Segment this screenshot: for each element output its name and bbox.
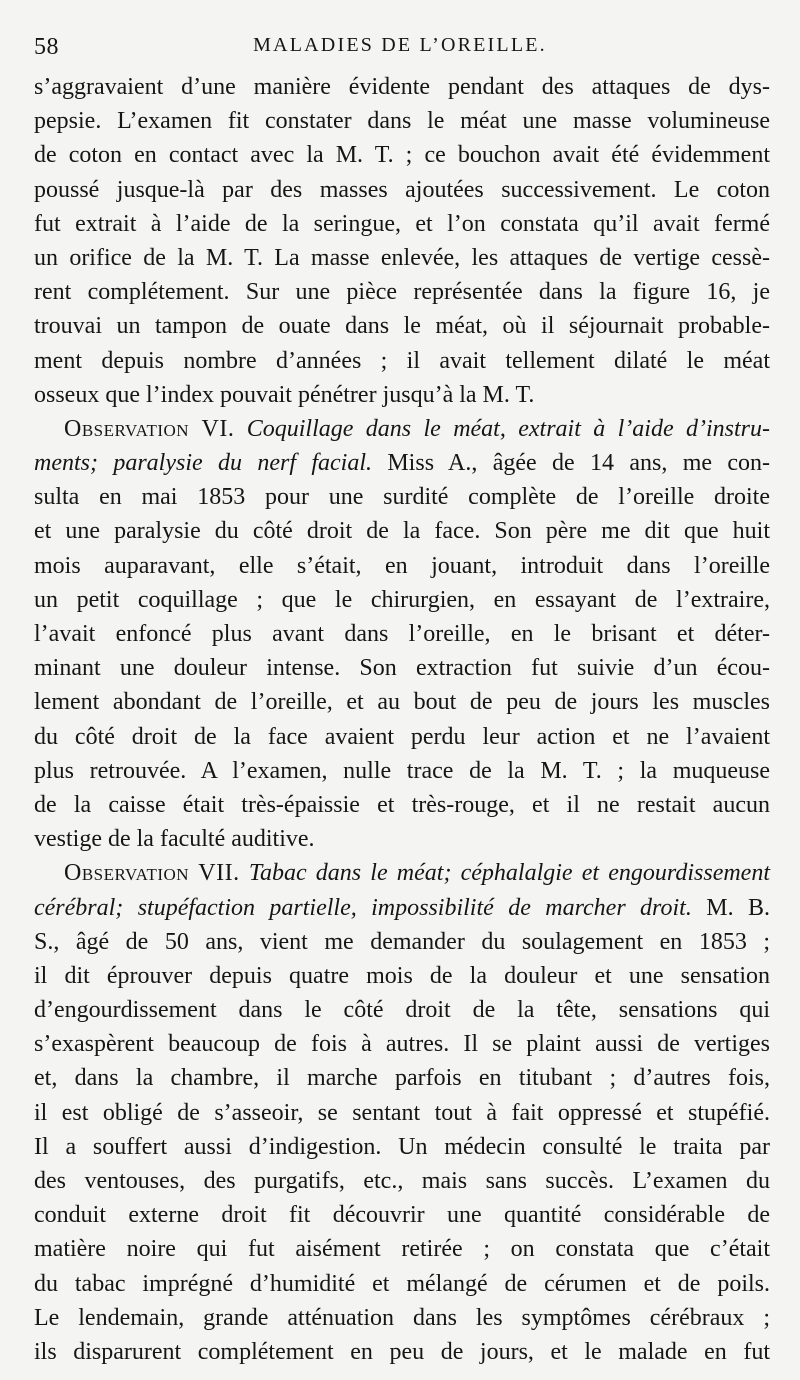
text-line: et, dans la chambre, il marche parfois en titubant ; d’autres fois,	[34, 1065, 770, 1092]
observation-heading	[34, 856, 770, 890]
text-line: plus retrouvée. A l’examen, nulle trace de la M. T. ; la muqueuse	[34, 757, 770, 784]
text-line: Le lendemain, grande atténuation dans les symptômes cérébraux ;	[34, 1304, 770, 1331]
page-header	[34, 30, 766, 60]
text-line: trouvai un tampon de ouate dans le méat, où il séjournait probable-	[34, 313, 770, 340]
text-line: s’exaspèrent beaucoup de fois à autres. Il se plaint aussi de vertiges	[34, 1031, 770, 1058]
text-line: poussé jusque-là par des masses ajoutées successivement. Le coton	[34, 176, 770, 203]
observation-title: Tabac dans le méat; céphalalgie et engourdissement	[248, 860, 771, 887]
text-line: vestige de la faculté auditive.	[34, 826, 315, 853]
running-title: MALADIES DE L’OREILLE.	[253, 34, 547, 56]
text-line: ils disparurent complétement en peu de jours, et le malade en fut	[34, 1338, 770, 1365]
text-line: il dit éprouver depuis quatre mois de la douleur et une sensation	[34, 962, 770, 989]
text-line: il est obligé de s’asseoir, se sentant tout à fait oppressé et stupéfié.	[34, 1099, 770, 1126]
text-line: minant une douleur intense. Son extraction fut suivie d’un écou-	[34, 655, 770, 682]
text-line: S., âgé de 50 ans, vient me demander du soulagement en 1853 ;	[34, 928, 770, 955]
observation-label: Observation VI.	[64, 415, 235, 442]
text-line	[34, 446, 770, 480]
observation-text: M. B.	[706, 894, 770, 921]
text-line: pepsie. L’examen fit constater dans le méat une masse volumineuse	[34, 108, 770, 135]
text-line: sulta en mai 1853 pour une surdité complète de l’oreille droite	[34, 484, 770, 511]
observation-text: Miss A., âgée de 14 ans, me con-	[387, 450, 771, 477]
observation-label: Observation VII.	[64, 860, 240, 887]
text-line: un petit coquillage ; que le chirurgien, en essayant de l’extraire,	[34, 586, 770, 613]
text-line: lement abondant de l’oreille, et au bout de peu de jours les muscles	[34, 689, 770, 716]
text-line: un orifice de la M. T. La masse enlevée, les attaques de vertige cessè-	[34, 244, 770, 271]
text-line: de la caisse était très-épaissie et très-rouge, et il ne restait aucun	[34, 791, 770, 818]
text-line: fut extrait à l’aide de la seringue, et l’on constata qu’il avait fermé	[34, 210, 770, 237]
text-line: l’avait enfoncé plus avant dans l’oreille, en le brisant et déter-	[34, 621, 770, 647]
text-line	[34, 891, 770, 925]
text-line: matière noire qui fut aisément retirée ; on constata que c’était	[34, 1236, 770, 1263]
text-line: ment depuis nombre d’années ; il avait tellement dilaté le méat	[34, 347, 770, 374]
observation-title-continued: cérébral; stupéfaction partielle, impossibilité de marcher droit.	[34, 894, 692, 921]
text-line: des ventouses, des purgatifs, etc., mais sans succès. L’examen du	[34, 1168, 770, 1194]
text-line: rent complétement. Sur une pièce représentée dans la figure 16, je	[34, 279, 770, 306]
text-line: mois auparavant, elle s’était, en jouant, introduit dans l’oreille	[34, 552, 770, 579]
observation-title-continued: ments; paralysie du nerf facial.	[34, 450, 372, 477]
page-number: 58	[34, 34, 59, 60]
text-line: et une paralysie du côté droit de la face. Son père me dit que huit	[34, 518, 770, 545]
text-line: Il a souffert aussi d’indigestion. Un médecin consulté le traita par	[34, 1133, 770, 1160]
text-line: du côté droit de la face avaient perdu leur action et ne l’avaient	[34, 723, 770, 750]
text-line: osseux que l’index pouvait pénétrer jusqu’à la M. T.	[34, 381, 535, 408]
text-line: de coton en contact avec la M. T. ; ce bouchon avait été évidemment	[34, 142, 770, 169]
body-text	[34, 70, 770, 1369]
observation-heading	[34, 412, 770, 446]
text-line: d’engourdissement dans le côté droit de la tête, sensations qui	[34, 997, 770, 1024]
text-line: s’aggravaient d’une manière évidente pendant des attaques de dys-	[34, 74, 770, 100]
text-line: du tabac imprégné d’humidité et mélangé de cérumen et de poils.	[34, 1270, 770, 1297]
text-line: conduit externe droit fit découvrir une quantité considérable de	[34, 1202, 770, 1229]
observation-title: Coquillage dans le méat, extrait à l’aide d’instru-	[246, 415, 771, 442]
